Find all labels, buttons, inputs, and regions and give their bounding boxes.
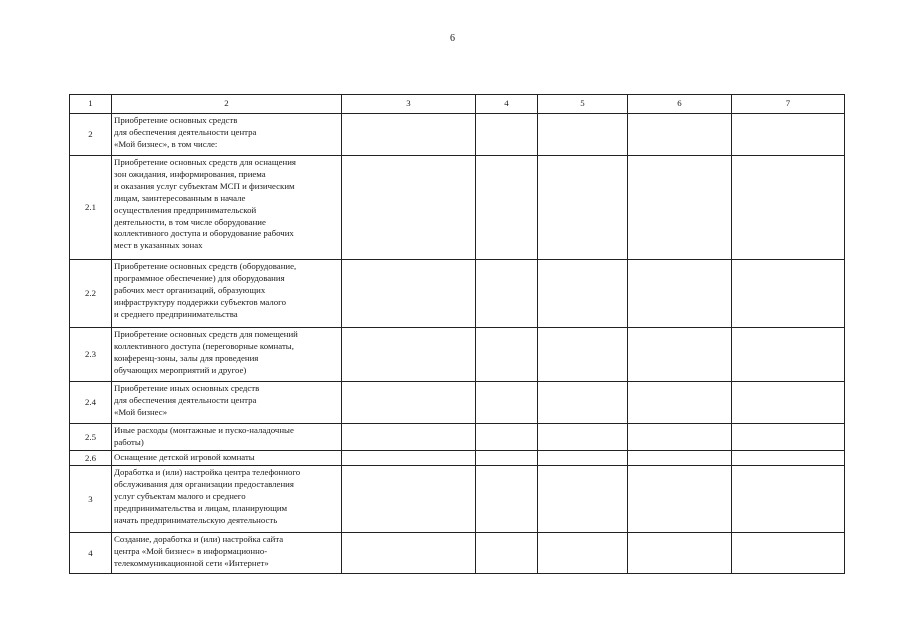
table-cell bbox=[476, 114, 538, 156]
description-line: программное обеспечение) для оборудования bbox=[114, 272, 285, 283]
column-header: 7 bbox=[732, 95, 845, 114]
row-description bbox=[112, 424, 342, 451]
table-cell bbox=[342, 260, 476, 328]
row-description bbox=[112, 382, 342, 424]
description-line: коллективного доступа (переговорные комнаты, bbox=[114, 340, 294, 351]
table-cell bbox=[538, 382, 628, 424]
description-line: Доработка и (или) настройка центра телефонного bbox=[114, 467, 301, 477]
table-cell bbox=[732, 382, 845, 424]
description-line: конференц-зоны, залы для проведения bbox=[114, 352, 259, 363]
description-line: для обеспечения деятельности центра bbox=[114, 126, 257, 137]
expense-table bbox=[69, 94, 845, 574]
row-description bbox=[112, 533, 342, 574]
table-cell bbox=[476, 328, 538, 382]
description-line: Оснащение детской игровой комнаты bbox=[114, 452, 255, 462]
table-cell bbox=[538, 533, 628, 574]
table-cell bbox=[732, 260, 845, 328]
description-line: лицам, заинтересованным в начале bbox=[114, 192, 246, 203]
table-cell bbox=[628, 533, 732, 574]
table-cell bbox=[628, 156, 732, 260]
table-cell bbox=[476, 466, 538, 533]
description-line: телекоммуникационной сети «Интернет» bbox=[114, 557, 269, 568]
description-line: начать предпринимательскую деятельность bbox=[114, 514, 278, 525]
table-cell bbox=[342, 114, 476, 156]
description-line: и среднего предпринимательства bbox=[114, 308, 238, 319]
table-row bbox=[70, 382, 845, 424]
table-cell bbox=[476, 424, 538, 451]
table-cell bbox=[628, 424, 732, 451]
description-line: зон ожидания, информирования, приема bbox=[114, 168, 266, 179]
table-row bbox=[70, 466, 845, 533]
table-row bbox=[70, 533, 845, 574]
row-number: 2.2 bbox=[70, 260, 112, 328]
table-cell bbox=[538, 260, 628, 328]
table-cell bbox=[342, 424, 476, 451]
table-cell bbox=[732, 328, 845, 382]
description-line: рабочих мест организаций, образующих bbox=[114, 284, 266, 295]
description-line: «Мой бизнес» bbox=[114, 406, 168, 417]
table-cell bbox=[476, 533, 538, 574]
table-cell bbox=[538, 424, 628, 451]
table-cell bbox=[628, 451, 732, 466]
row-number: 2.4 bbox=[70, 382, 112, 424]
description-line: и оказания услуг субъектам МСП и физическим bbox=[114, 180, 295, 191]
description-line: обслуживания для организации предоставления bbox=[114, 478, 294, 489]
table-cell bbox=[538, 451, 628, 466]
table-cell bbox=[342, 382, 476, 424]
description-line: работы) bbox=[114, 436, 144, 447]
table-cell bbox=[476, 156, 538, 260]
description-line: Приобретение основных средств для оснащения bbox=[114, 157, 296, 167]
row-number: 4 bbox=[70, 533, 112, 574]
row-description bbox=[112, 466, 342, 533]
table-row bbox=[70, 156, 845, 260]
row-number: 3 bbox=[70, 466, 112, 533]
table-cell bbox=[732, 114, 845, 156]
table-row bbox=[70, 114, 845, 156]
table-cell bbox=[732, 424, 845, 451]
row-number: 2 bbox=[70, 114, 112, 156]
description-line: обучающих мероприятий и другое) bbox=[114, 364, 247, 375]
table-cell bbox=[342, 533, 476, 574]
description-line: осуществления предпринимательской bbox=[114, 204, 257, 215]
table-cell bbox=[732, 466, 845, 533]
row-number: 2.6 bbox=[70, 451, 112, 466]
description-line: Создание, доработка и (или) настройка сайта bbox=[114, 534, 284, 544]
table-cell bbox=[342, 466, 476, 533]
description-line: предпринимательства и лицам, планирующим bbox=[114, 502, 288, 513]
table-cell bbox=[476, 260, 538, 328]
row-description bbox=[112, 451, 342, 466]
row-description bbox=[112, 328, 342, 382]
table-row bbox=[70, 260, 845, 328]
column-header: 4 bbox=[476, 95, 538, 114]
table-cell bbox=[538, 466, 628, 533]
table-cell bbox=[628, 382, 732, 424]
description-line: деятельности, в том числе оборудование bbox=[114, 216, 266, 227]
description-line: Приобретение основных средств (оборудование, bbox=[114, 261, 297, 271]
column-header: 2 bbox=[112, 95, 342, 114]
description-line: Приобретение основных средств для помещений bbox=[114, 329, 298, 339]
table-row bbox=[70, 328, 845, 382]
table-cell bbox=[342, 328, 476, 382]
table-cell bbox=[732, 156, 845, 260]
table-cell bbox=[342, 156, 476, 260]
description-line: Иные расходы (монтажные и пуско-наладочные bbox=[114, 425, 294, 435]
description-line: для обеспечения деятельности центра bbox=[114, 394, 257, 405]
table-header-row bbox=[70, 95, 845, 114]
table-cell bbox=[476, 382, 538, 424]
table-row bbox=[70, 451, 845, 466]
column-header: 3 bbox=[342, 95, 476, 114]
table-cell bbox=[538, 328, 628, 382]
table-cell bbox=[342, 451, 476, 466]
page-number: 6 bbox=[450, 33, 455, 44]
column-header: 6 bbox=[628, 95, 732, 114]
description-line: инфраструктуру поддержки субъектов малого bbox=[114, 296, 286, 307]
description-line: мест в указанных зонах bbox=[114, 240, 203, 251]
row-number: 2.3 bbox=[70, 328, 112, 382]
description-line: центра «Мой бизнес» в информационно- bbox=[114, 545, 268, 556]
table-cell bbox=[476, 451, 538, 466]
description-line: «Мой бизнес», в том числе: bbox=[114, 138, 218, 149]
column-header: 5 bbox=[538, 95, 628, 114]
table-cell bbox=[732, 451, 845, 466]
table-cell bbox=[538, 156, 628, 260]
column-header: 1 bbox=[70, 95, 112, 114]
row-number: 2.5 bbox=[70, 424, 112, 451]
row-description bbox=[112, 156, 342, 260]
description-line: Приобретение основных средств bbox=[114, 115, 238, 125]
table-row bbox=[70, 424, 845, 451]
table-cell bbox=[628, 260, 732, 328]
table-cell bbox=[628, 466, 732, 533]
table-cell bbox=[628, 328, 732, 382]
description-line: коллективного доступа и оборудование рабочих bbox=[114, 228, 294, 239]
table-cell bbox=[538, 114, 628, 156]
row-description bbox=[112, 114, 342, 156]
description-line: Приобретение иных основных средств bbox=[114, 383, 260, 393]
table-cell bbox=[732, 533, 845, 574]
table-cell bbox=[628, 114, 732, 156]
description-line: услуг субъектам малого и среднего bbox=[114, 490, 246, 501]
row-description bbox=[112, 260, 342, 328]
row-number: 2.1 bbox=[70, 156, 112, 260]
